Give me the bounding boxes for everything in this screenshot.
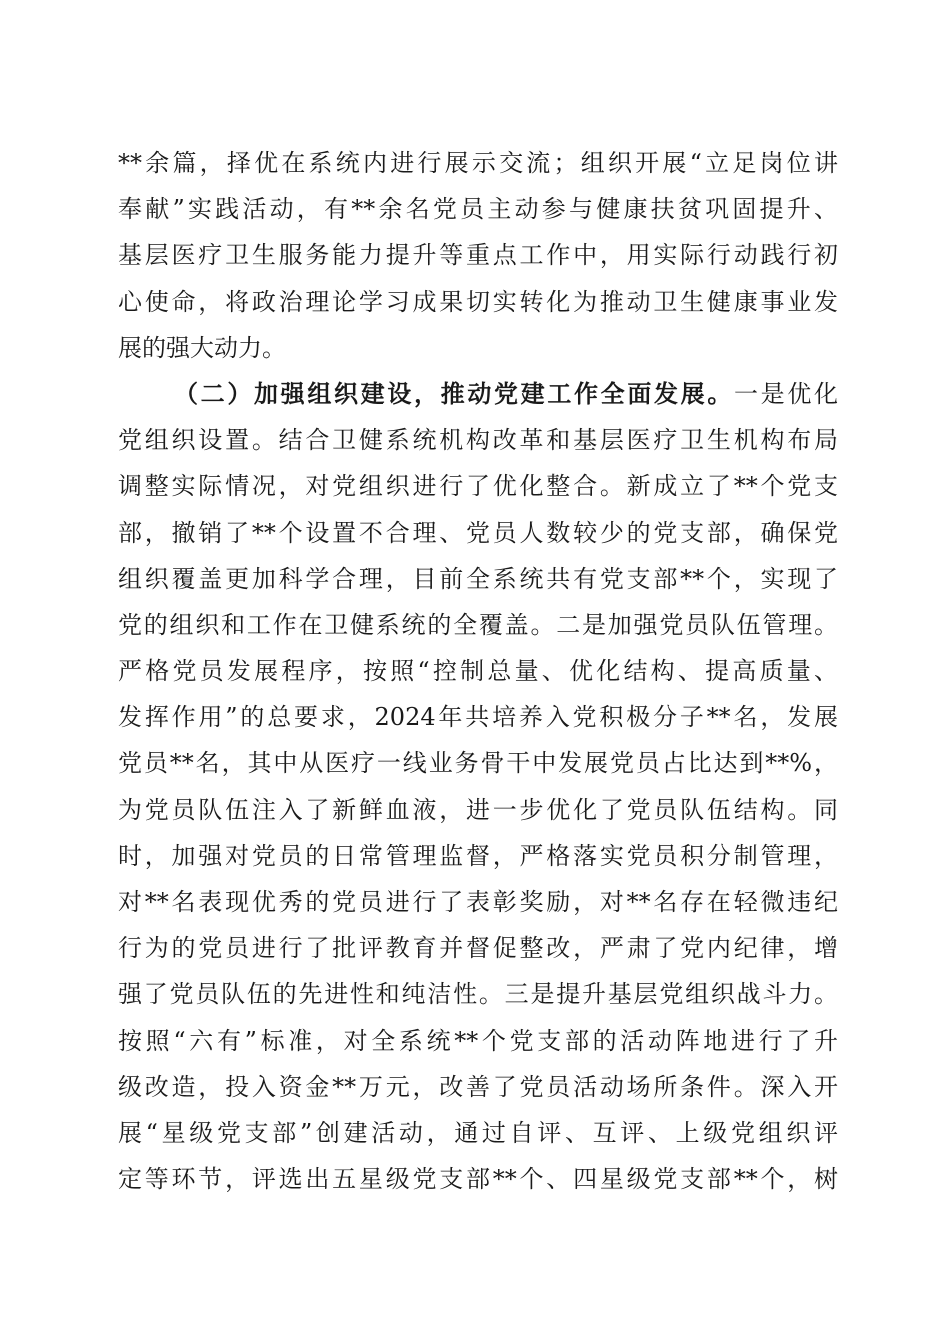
text-line: 奉献”实践活动，有**余名党员主动参与健康扶贫巩固提升、 xyxy=(118,195,838,224)
text-line: 展的强大动力。 xyxy=(118,333,286,362)
text-line: 行为的党员进行了批评教育并督促整改，严肃了党内纪律，增 xyxy=(118,934,838,963)
text-line: 党组织设置。结合卫健系统机构改革和基层医疗卫生机构布局 xyxy=(118,426,838,455)
text-line: 按照“六有”标准，对全系统**个党支部的活动阵地进行了升 xyxy=(118,1026,838,1055)
text-line: 展“星级党支部”创建活动，通过自评、互评、上级党组织评 xyxy=(118,1118,838,1147)
text-line: 对**名表现优秀的党员进行了表彰奖励，对**名存在轻微违纪 xyxy=(118,888,838,916)
text-line: 时，加强对党员的日常管理监督，严格落实党员积分制管理， xyxy=(118,841,838,870)
document-body xyxy=(118,140,838,1202)
text-line: 定等环节，评选出五星级党支部**个、四星级党支部**个，树 xyxy=(118,1165,838,1194)
text-line: 基层医疗卫生服务能力提升等重点工作中，用实际行动践行初 xyxy=(118,241,838,270)
text-line: 发挥作用”的总要求，2024年共培养入党积极分子**名，发展 xyxy=(118,703,838,732)
text-line: 强了党员队伍的先进性和纯洁性。三是提升基层党组织战斗力。 xyxy=(118,980,838,1009)
text-line: 严格党员发展程序，按照“控制总量、优化结构、提高质量、 xyxy=(118,657,838,686)
section-heading-line xyxy=(118,371,838,417)
text-span: 一是优化 xyxy=(734,379,838,408)
text-line: **余篇，择优在系统内进行展示交流；组织开展“立足岗位讲 xyxy=(118,149,838,177)
text-line: 党的组织和工作在卫健系统的全覆盖。二是加强党员队伍管理。 xyxy=(118,610,838,639)
section-heading: （二）加强组织建设，推动党建工作全面发展。 xyxy=(174,378,734,408)
text-line: 组织覆盖更加科学合理，目前全系统共有党支部**个，实现了 xyxy=(118,564,838,593)
text-line: 党员**名，其中从医疗一线业务骨干中发展党员占比达到**%， xyxy=(118,749,838,778)
text-line: 心使命，将政治理论学习成果切实转化为推动卫生健康事业发 xyxy=(118,287,838,316)
text-line: 级改造，投入资金**万元，改善了党员活动场所条件。深入开 xyxy=(118,1072,838,1101)
text-line: 调整实际情况，对党组织进行了优化整合。新成立了**个党支 xyxy=(118,472,838,501)
text-line: 部，撤销了**个设置不合理、党员人数较少的党支部，确保党 xyxy=(118,518,838,547)
text-line: 为党员队伍注入了新鲜血液，进一步优化了党员队伍结构。同 xyxy=(118,795,838,824)
